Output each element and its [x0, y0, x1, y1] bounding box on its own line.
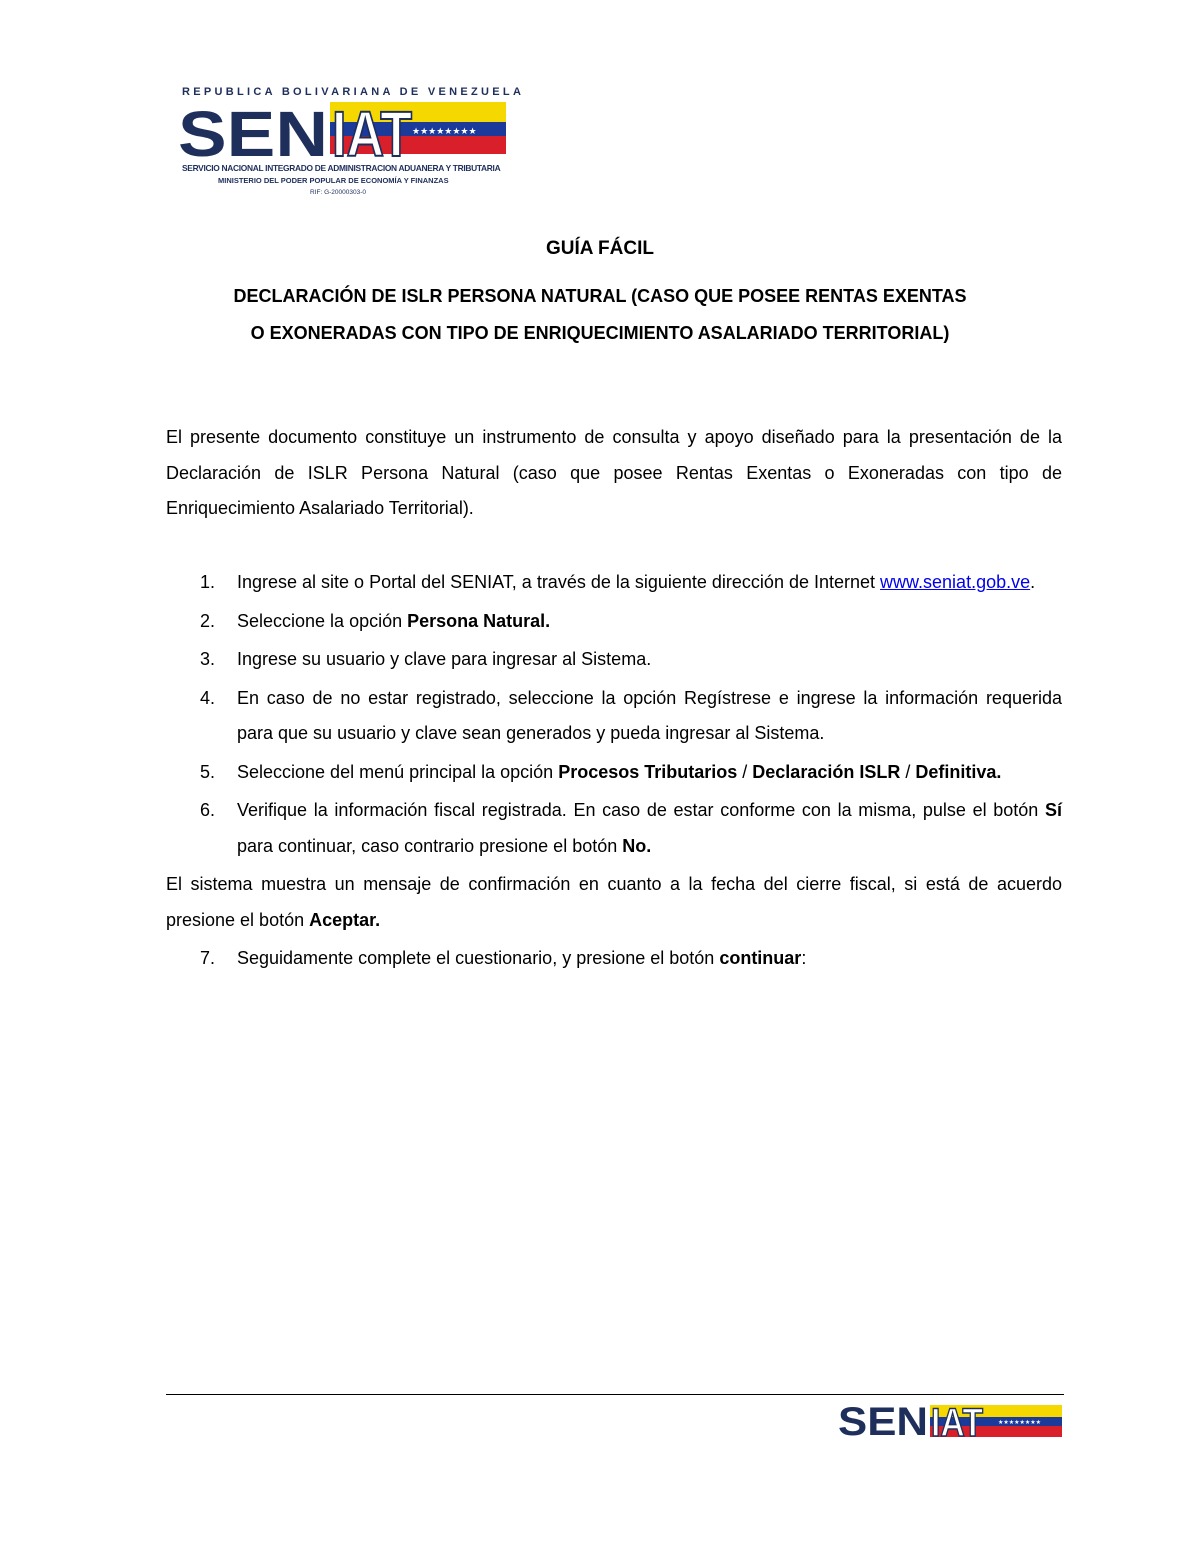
seniat-wordmark-icon [178, 96, 510, 162]
svg-text:SEN: SEN [838, 1400, 928, 1439]
step-number: 5. [200, 761, 216, 782]
step-1: 1. Ingrese al site o Portal del SENIAT, a través de la siguiente dirección de Internet www.seniat.gob.ve. [166, 565, 1062, 601]
page-title: GUÍA FÁCIL [545, 238, 654, 259]
wordmark-sen: SEN [178, 98, 328, 162]
step-4: 4. En caso de no estar registrado, seleccione la opción Regístrese e ingrese la información requerida para que su usuario y clave sean generados y pueda ingresar al Sistema. [166, 681, 1062, 752]
intro-paragraph: El presente documento constituye un instrumento de consulta y apoyo diseñado para la presentación de la Declaración de ISLR Persona Natural (caso que posee Rentas Exentas o Exoneradas con tipo de Enriquecimiento Asalariado Territorial). [166, 427, 1062, 518]
svg-text:★★★★★★★★: ★★★★★★★★ [412, 127, 477, 137]
logo-rif: RIF: G-20000303-0 [310, 189, 367, 196]
svg-text:★★★★★★★★: ★★★★★★★★ [998, 1419, 1042, 1426]
step-number: 1. [200, 572, 216, 592]
document-subtitle [150, 278, 1050, 352]
step-number: 2. [200, 610, 216, 631]
subtitle-line-2: O EXONERADAS CON TIPO DE ENRIQUECIMIENTO ASALARIADO TERRITORIAL) [250, 323, 950, 343]
step-number: 4. [200, 687, 216, 708]
logo-ministry: MINISTERIO DEL PODER POPULAR DE ECONOMÍA Y FINANZAS [218, 176, 449, 185]
step-2: 2. Seleccione la opción Persona Natural. [166, 604, 1062, 640]
seniat-website-link[interactable]: www.seniat.gob.ve [880, 572, 1031, 592]
step-3: 3. Ingrese su usuario y clave para ingresar al Sistema. [166, 642, 1062, 678]
footer-divider [166, 1394, 1064, 1395]
step-number: 7. [200, 948, 216, 968]
svg-text:IAT: IAT [931, 1401, 983, 1439]
logo-agency-name: SERVICIO NACIONAL INTEGRADO DE ADMINISTRACION ADUANERA Y TRIBUTARIA [182, 163, 501, 173]
step-7: 7. Seguidamente complete el cuestionario, y presione el botón continuar: [166, 941, 1062, 977]
wordmark-iat: IAT [332, 98, 412, 162]
steps-list [166, 565, 1062, 980]
seniat-footer-logo-icon [838, 1399, 1064, 1439]
step-number: 6. [200, 800, 216, 820]
step-number: 3. [200, 649, 216, 669]
logo-country: REPUBLICA BOLIVARIANA DE VENEZUELA [182, 86, 525, 98]
step-6: 6. Verifique la información fiscal registrada. En caso de estar conforme con la misma, pulse el botón Sí para continuar, caso contrario presione el botón No. [166, 793, 1062, 864]
confirmation-note: El sistema muestra un mensaje de confirmación en cuanto a la fecha del cierre fiscal, si está de acuerdo presione el botón Aceptar. [166, 874, 1062, 930]
seniat-header-logo [178, 86, 525, 204]
subtitle-line-1: DECLARACIÓN DE ISLR PERSONA NATURAL (CASO QUE POSEE RENTAS EXENTAS [233, 286, 967, 306]
step-5: 5. Seleccione del menú principal la opción Procesos Tributarios / Declaración ISLR / Definitiva. [166, 755, 1062, 791]
